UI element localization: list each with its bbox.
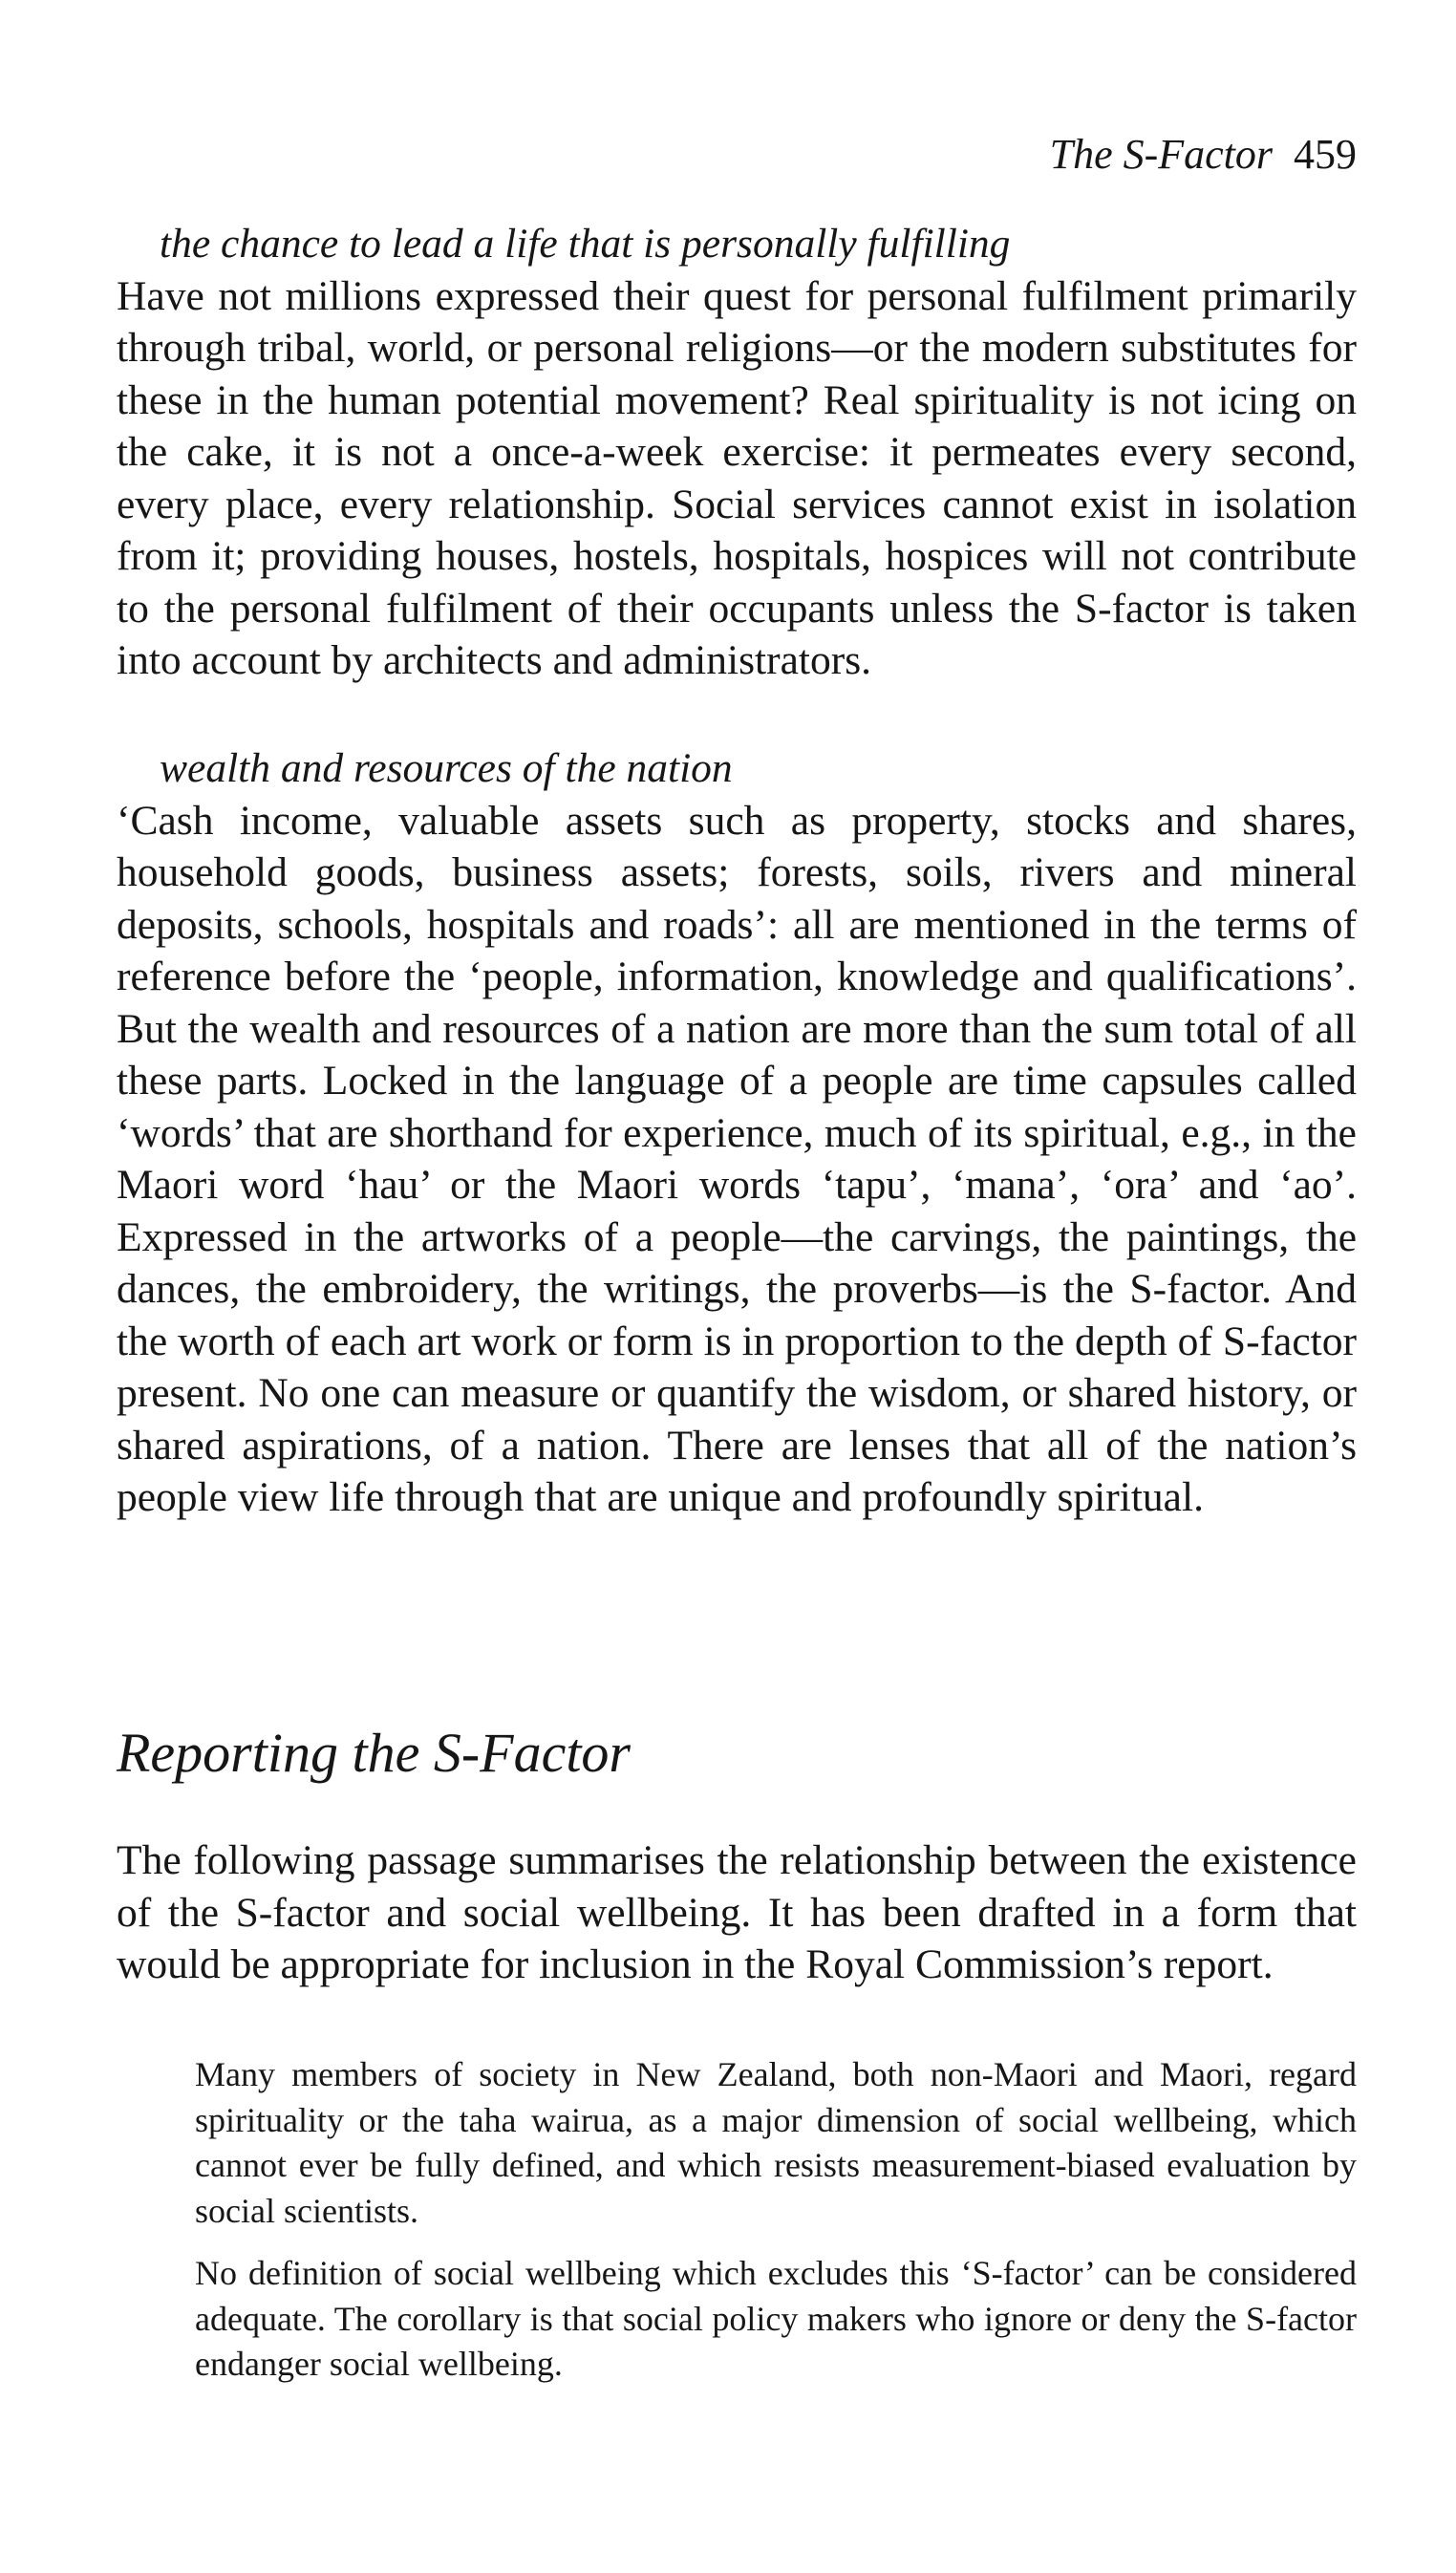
section-wealth-resources — [117, 742, 1357, 1524]
page-number: 459 — [1294, 131, 1357, 178]
section-heading-reporting: Reporting the S-Factor — [117, 1722, 632, 1784]
reporting-intro — [117, 1834, 1357, 1991]
quote-paragraph-2: No definition of social wellbeing which excludes this ‘S-factor’ can be considered adequate. The corollary is that social policy makers who ignore or deny the S-factor endanger social wellbeing. — [195, 2254, 1357, 2383]
subhead-personal-fulfilment: the chance to lead a life that is personally fulfilling — [160, 221, 1011, 267]
running-head — [1050, 130, 1357, 180]
section-personal-fulfilment — [117, 218, 1357, 687]
block-quote — [195, 2052, 1357, 2405]
paragraph-personal-fulfilment: Have not millions expressed their quest for personal fulfilment primarily through tribal, world, or personal religions—or the modern substitutes for these in the human potential movement? Real spirituality is not icing on the cake, it is not a once-a-week exercise: it permeates every second, every place, every relationship. Social services cannot exist in isolation from it; providing houses, hostels, hospitals, hospices will not contribute to the personal fulfilment of their occupants unless the S-factor is taken into account by architects and administrators. — [117, 272, 1357, 683]
quote-paragraph-1: Many members of society in New Zealand, both non-Maori and Maori, regard spirituality or the taha wairua, as a major dimension of social wellbeing, which cannot ever be fully defined, and which resists measurement-biased evaluation by social scientists. — [195, 2055, 1357, 2230]
paragraph-wealth-resources: ‘Cash income, valuable assets such as property, stocks and shares, household goods, business assets; forests, soils, rivers and mineral deposits, schools, hospitals and roads’: all are mentioned in the terms of reference before the ‘people, information, knowledge and qualifications’. But the wealth and resources of a nation are more than the sum total of all these parts. Locked in the language of a people are time capsules called ‘words’ that are shorthand for experience, much of its spiritual, e.g., in the Maori word ‘hau’ or the Maori words ‘tapu’, ‘mana’, ‘ora’ and ‘ao’. Expressed in the artworks of a people—the carvings, the paintings, the dances, the embroidery, the writings, the proverbs—is the S-factor. And the worth of each art work or form is in proportion to the depth of S-factor present. No one can measure or quantify the wisdom, or shared history, or shared aspirations, of a nation. There are lenses that all of the nation’s people view life through that are unique and profoundly spiritual. — [117, 797, 1357, 1520]
subhead-wealth-resources: wealth and resources of the nation — [160, 745, 733, 791]
running-head-title: The S-Factor — [1049, 131, 1273, 178]
paragraph-reporting-intro: The following passage summarises the relationship between the existence of the S-factor and social wellbeing. It has been drafted in a form that would be appropriate for inclusion in the Royal Commission’s report. — [117, 1837, 1357, 1987]
